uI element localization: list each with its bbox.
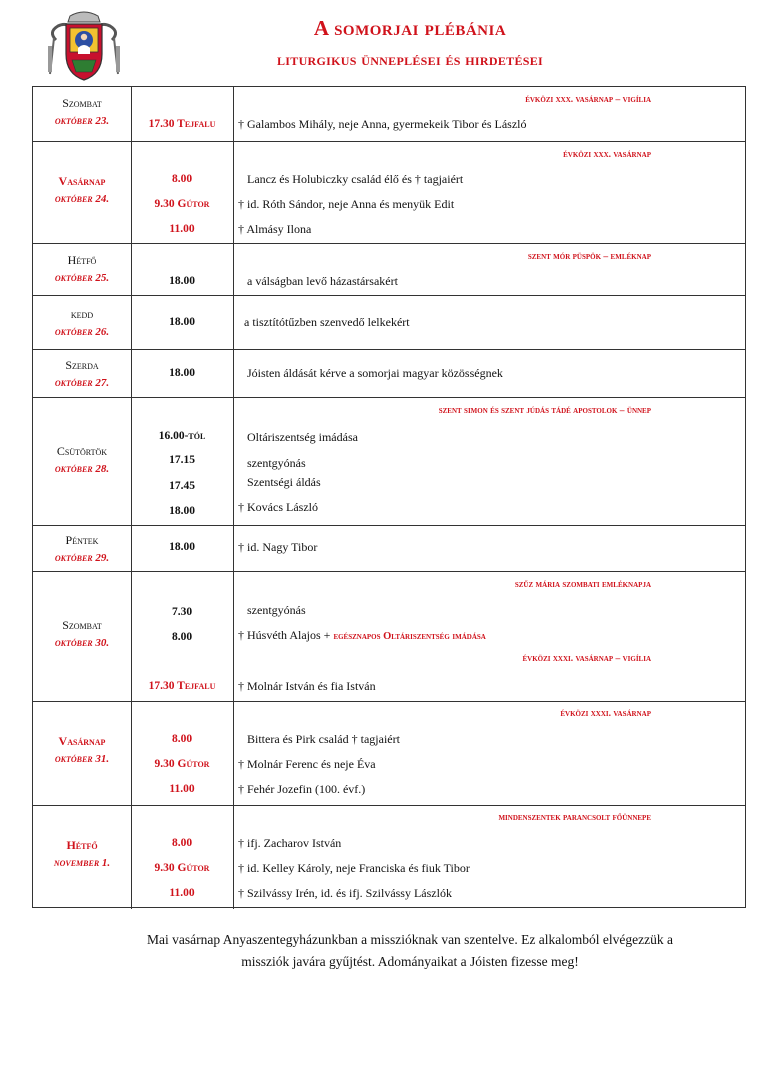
- mass-time: 9.30 Gútor: [154, 758, 210, 770]
- mass-time: 8.00: [171, 173, 193, 185]
- mass-time: 18.00: [169, 541, 195, 553]
- day-name: Szerda: [65, 358, 99, 372]
- mission-collection-notice-line2: missziók javára gyűjtést. Adományaikat a Jóisten fizesse meg!: [241, 954, 579, 969]
- parish-coat-of-arms-logo: [44, 10, 124, 86]
- day-name: Vasárnap: [58, 174, 106, 188]
- day-date: október 31.: [54, 753, 110, 765]
- day-name: Vasárnap: [58, 734, 106, 748]
- day-date: október 27.: [54, 377, 110, 389]
- feast-label: évközi xxxi. vasárnap: [560, 709, 651, 719]
- mass-intention: † id. Róth Sándor, neje Anna és menyük Edit: [238, 197, 455, 211]
- mass-intention: szentgyónás: [247, 603, 306, 617]
- mass-time: 9.30 Gútor: [154, 198, 210, 210]
- mass-intention: † Almásy Ilona: [238, 222, 312, 236]
- mass-time: 8.00: [171, 631, 193, 643]
- schedule-row: [33, 243, 745, 295]
- day-cell: [33, 175, 131, 205]
- mass-time: 8.00: [171, 733, 193, 745]
- mass-intention: a tisztítótűzben szenvedő lelkekért: [244, 315, 410, 329]
- mass-time: 11.00: [169, 223, 195, 235]
- feast-label: szent mór püspök – emléknap: [527, 252, 651, 262]
- mass-intention: † Molnár Ferenc és neje Éva: [238, 757, 376, 771]
- mass-intention: † Kovács László: [238, 500, 318, 514]
- mass-intention: † ifj. Zacharov István: [238, 836, 342, 850]
- mass-time: 9.30 Gútor: [154, 862, 210, 874]
- day-name: Szombat: [62, 618, 102, 632]
- mass-time: 17.15: [169, 454, 195, 466]
- feast-label: évközi xxx. vasárnap: [563, 150, 651, 160]
- day-cell: [33, 839, 131, 869]
- day-cell: [33, 97, 131, 127]
- day-cell: [33, 619, 131, 649]
- mass-time: 18.00: [169, 316, 195, 328]
- day-name: Csütörtök: [56, 444, 108, 458]
- mass-time: 18.00: [169, 367, 195, 379]
- mass-intention: [238, 628, 486, 643]
- adoration-note: egésznapos Oltáriszentség imádása: [333, 631, 486, 642]
- mass-time: 18.00: [169, 505, 195, 517]
- mass-intention: Oltáriszentség imádása: [247, 430, 358, 444]
- mass-time: 18.00: [169, 275, 195, 287]
- feast-label: szűz mária szombati emléknapja: [514, 580, 651, 590]
- schedule-row: [33, 525, 745, 571]
- day-cell: [33, 735, 131, 765]
- page-subtitle: liturgikus ünneplései és hirdetései: [277, 50, 543, 69]
- day-name: Szombat: [62, 96, 102, 110]
- day-date: október 30.: [54, 637, 110, 649]
- schedule-row: [33, 141, 745, 243]
- mass-time: 8.00: [171, 837, 193, 849]
- mass-intention: † Molnár István és fia István: [238, 679, 376, 693]
- day-cell: [33, 359, 131, 389]
- day-date: november 1.: [53, 857, 111, 869]
- mass-intention: Bittera és Pirk család † tagjaiért: [247, 732, 400, 746]
- day-cell: [33, 534, 131, 564]
- mass-intention: † Szilvássy Irén, id. és ifj. Szilvássy Lászlók: [238, 886, 452, 900]
- mission-collection-notice-line1: Mai vasárnap Anyaszentegyházunkban a misszióknak van szentelve. Ez alkalomból elvégezzük a: [147, 932, 673, 947]
- mass-intention: szentgyónás: [247, 456, 306, 470]
- day-name: Hétfő: [67, 253, 97, 267]
- mass-time: 17.30 Tejfalu: [148, 118, 216, 130]
- mass-time: 11.00: [169, 887, 195, 899]
- mass-time: 11.00: [169, 783, 195, 795]
- schedule-row: [33, 295, 745, 349]
- mass-time: 16.00-tól: [158, 430, 206, 442]
- day-date: október 23.: [54, 115, 110, 127]
- day-date: október 25.: [54, 272, 110, 284]
- mass-intention: † Fehér Jozefin (100. évf.): [238, 782, 366, 796]
- day-name: Péntek: [65, 533, 99, 547]
- mass-intention: Szentségi áldás: [247, 475, 321, 489]
- day-date: október 24.: [54, 193, 110, 205]
- mass-intention: † id. Nagy Tibor: [238, 540, 318, 554]
- liturgy-schedule-table: [32, 86, 746, 908]
- mass-intention: † Galambos Mihály, neje Anna, gyermekeik Tibor és László: [238, 117, 527, 131]
- schedule-row: [33, 87, 745, 141]
- day-cell: [33, 445, 131, 475]
- feast-label: mindenszentek parancsolt főünnepe: [498, 813, 651, 823]
- mass-time: 17.30 Tejfalu: [148, 680, 216, 692]
- day-cell: [33, 308, 131, 338]
- day-name: kedd: [70, 307, 94, 321]
- mass-intention: Jóisten áldását kérve a somorjai magyar közösségnek: [247, 366, 503, 380]
- schedule-row: [33, 805, 745, 909]
- day-name: Hétfő: [66, 838, 98, 852]
- mass-intention: Lancz és Holubiczky család élő és † tagjaiért: [247, 172, 464, 186]
- feast-label-vigil: évközi xxxi. vasárnap – vigília: [522, 654, 651, 664]
- schedule-row: [33, 349, 745, 397]
- mass-intention-text: † Húsvéth Alajos +: [238, 628, 331, 642]
- feast-label: szent simon és szent júdás tádé apostolok – ünnep: [438, 406, 651, 416]
- schedule-row: [33, 571, 745, 701]
- mass-intention: † id. Kelley Károly, neje Franciska és fiuk Tibor: [238, 861, 470, 875]
- schedule-row: [33, 397, 745, 525]
- day-date: október 28.: [54, 463, 110, 475]
- mass-time: 17.45: [169, 480, 195, 492]
- page-title: A somorjai plébánia: [313, 16, 507, 40]
- day-cell: [33, 254, 131, 284]
- mass-intention: a válságban levő házastársakért: [247, 274, 398, 288]
- feast-label: évközi xxx. vasárnap – vigília: [525, 95, 651, 105]
- day-date: október 29.: [54, 552, 110, 564]
- schedule-row: [33, 701, 745, 805]
- mass-time: 7.30: [171, 606, 193, 618]
- day-date: október 26.: [54, 326, 110, 338]
